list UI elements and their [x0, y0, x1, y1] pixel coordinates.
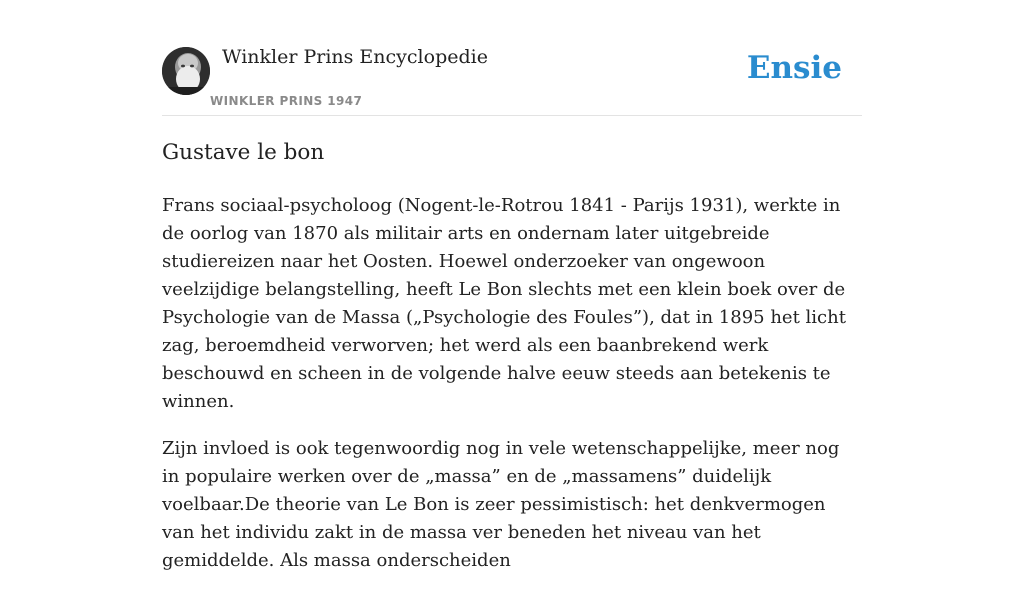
source-title[interactable]: Winkler Prins Encyclopedie: [222, 46, 488, 68]
article-title: Gustave le bon: [162, 140, 325, 165]
source-avatar[interactable]: [162, 47, 210, 95]
article-body: [162, 192, 862, 594]
article-paragraph: Zijn invloed is ook tegenwoordig nog in vele wetenschappelijke, meer nog in populaire werken over de „massa” en de „massamens” duidelijk voelbaar.De theorie van Le Bon is zeer pessimistisch: het denkvermogen van het individu zakt in de massa ver beneden het niveau van het gemiddelde. Als massa onderscheiden: [162, 438, 840, 571]
article-page: [162, 0, 862, 571]
source-header: [162, 0, 862, 116]
source-subtitle: WINKLER PRINS 1947: [210, 94, 363, 108]
portrait-icon: [162, 47, 210, 95]
article-paragraph: Frans sociaal-psycholoog (Nogent-le-Rotrou 1841 - Parijs 1931), werkte in de oorlog van 1870 als militair arts en ondernam later uitgebreide studiereizen naar het Oosten. Hoewel onderzoeker van ongewoon veelzijdige belangstelling, heeft Le Bon slechts met een klein boek over de Psychologie van de Massa („Psychologie des Foules”), dat in 1895 het licht zag, beroemdheid verworven; het werd als een baanbrekend werk beschouwd en scheen in de volgende halve eeuw steeds aan betekenis te winnen.: [162, 195, 846, 412]
ensie-logo-link[interactable]: Ensie: [746, 50, 842, 86]
